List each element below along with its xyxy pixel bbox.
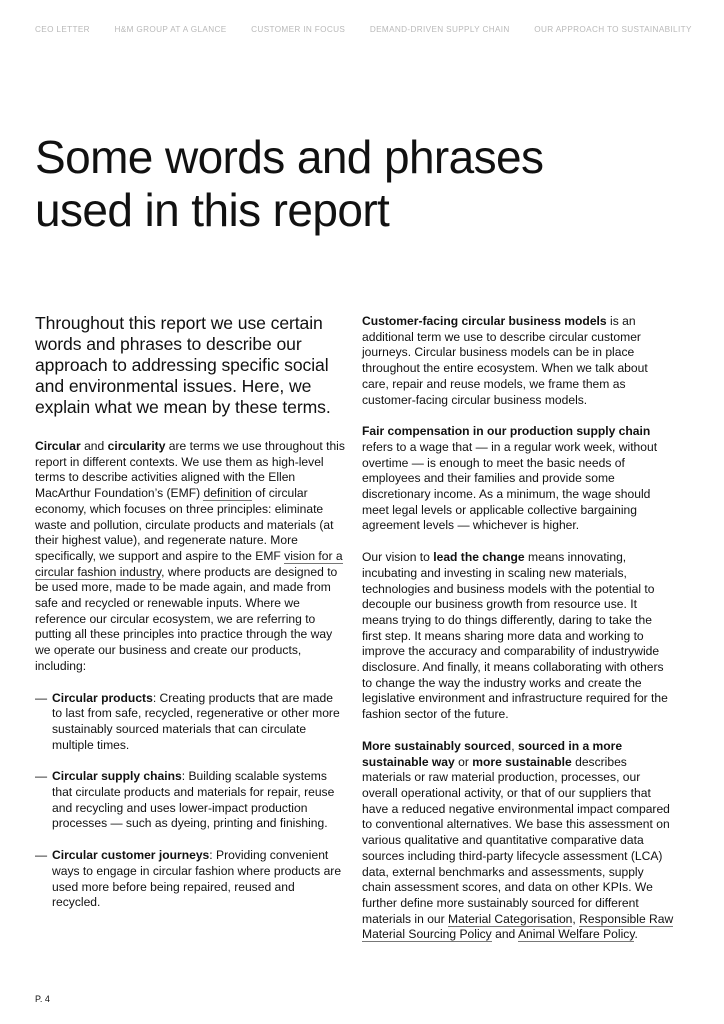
more-sustainably-sourced-definition: [362, 739, 674, 943]
dash-mark: —: [35, 690, 48, 705]
bullet-circular-customer-journeys: [35, 848, 345, 911]
page-title-line-1: Some words and phrases: [35, 131, 544, 183]
fair-text: refers to a wage that — in a regular work week, without overtime — is enough to meet the basic needs of employees and their families and provide some discretionary income. As a minimum, the wage should meet legal levels or applicable collective bargaining agreement levels — whichever is higher.: [362, 439, 658, 533]
term-more-sustainable: more sustainable: [472, 754, 572, 769]
bullet-term: Circular supply chains: [52, 769, 182, 784]
circular-bullets: [35, 691, 345, 911]
sustain-end: .: [634, 927, 638, 942]
bullet-circular-supply-chains: [35, 769, 345, 832]
bullet-text: : Creating products that are made to last from safe, recycled, regenerative or other more sustainably sourced materials that can circulate multiple times.: [52, 690, 340, 752]
raw-material-sourcing-policy-link[interactable]: Responsible Raw Material Sourcing Policy: [362, 911, 674, 942]
sustain-sep-2: or: [454, 754, 473, 769]
customer-facing-models-definition: [362, 314, 674, 408]
circular-text-b: of circular economy, which focuses on three principles: eliminate waste and pollution, circulate products and materials (at their highest value), and regenerate nature. More specifically, we support and aspire to the EMF: [35, 486, 334, 563]
sustain-sep-1: ,: [511, 738, 518, 753]
term-lead-the-change: lead the change: [433, 550, 525, 565]
sustain-text: describes materials or raw material production, processes, our overall operational activity, or that of our suppliers that have a reduced negative environmental impact compared to conventional alternatives. We base this assessment on various qualitative and quantitative comparative data sources including third-party lifecycle assessment (LCA) data, external benchmarks and assessments, supply chain assessment scores, and data on other KPIs. We further define more sustainably sourced for different materials in our: [362, 754, 670, 926]
term-more-sustainably-sourced: More sustainably sourced: [362, 738, 512, 753]
bullet-term: Circular customer journeys: [52, 848, 210, 863]
page-title: [35, 131, 695, 237]
bullet-term: Circular products: [52, 690, 153, 705]
dash-mark: —: [35, 848, 48, 863]
term-fair-compensation: Fair compensation in our production supply chain: [362, 424, 651, 439]
circular-and: and: [80, 439, 108, 453]
circular-text-c: , where products are designed to be used more, made to be made again, and made from safe and recycled or renewable inputs. Where we reference our circular ecosystem, we are referring to putting all these principles into practice through the way we operate our business and create our products, including:: [35, 564, 338, 673]
nav-group-at-a-glance[interactable]: H&M GROUP AT A GLANCE: [114, 25, 227, 34]
nav-customer-in-focus[interactable]: CUSTOMER IN FOCUS: [251, 25, 346, 34]
bullet-text: : Providing convenient ways to engage in circular fashion where products are used more before being repaired, reused and recycled.: [52, 848, 342, 910]
lead-the-change-definition: [362, 550, 674, 723]
lead-change-text: means innovating, incubating and investing in scaling new materials, technologies and business models with the potential to decouple our business growth from resource use. It means trying to do things differently, daring to take the first step. It means sharing more data and working to improve the accuracy and comparability of industrywide disclosure. And finally, it means collaborating with others to change the way the industry works and create the legislative environment and infrastructure required for the fashion sector of the future.: [362, 550, 668, 722]
fair-compensation-definition: [362, 424, 674, 534]
lead-change-prefix: Our vision to: [362, 550, 434, 565]
bullet-circular-products: [35, 691, 345, 754]
material-categorisation-link[interactable]: Material Categorisation: [448, 911, 573, 926]
nav-ceo-letter[interactable]: CEO LETTER: [35, 25, 90, 34]
emf-vision-link[interactable]: vision for a circular fashion industry: [35, 548, 343, 579]
page-number: P. 4: [35, 994, 50, 1004]
term-sourced-more-sustainable-way: sourced in a more sustainable way: [362, 738, 623, 769]
left-column: [35, 313, 345, 927]
sustain-sep-3: ,: [572, 911, 580, 926]
dash-mark: —: [35, 769, 48, 784]
emf-definition-link[interactable]: definition: [203, 486, 252, 501]
intro-lead: Throughout this report we use certain words and phrases to describe our approach to addressing specific social and environmental issues. Here, we explain what we mean by these terms.: [35, 313, 331, 417]
term-circularity: circularity: [107, 439, 166, 453]
top-navigation: [35, 25, 704, 39]
circular-definition: [35, 439, 345, 675]
page-title-line-2: used in this report: [35, 184, 390, 236]
cfcbm-text: is an additional term we use to describe circular customer journeys. Circular business models can be in place throughout the entire ecosystem. When we talk about care, repair and reuse models, we frame them as customer-facing circular business models.: [362, 314, 648, 407]
right-column: [362, 314, 674, 959]
nav-approach-to-sustainability[interactable]: OUR APPROACH TO SUSTAINABILITY: [534, 25, 692, 34]
term-circular: Circular: [35, 439, 81, 453]
sustain-sep-4: and: [491, 927, 518, 942]
circular-text-a: are terms we use throughout this report in different contexts. We use them as high-level terms to describe activities aligned with the Ellen MacArthur Foundation’s (EMF): [35, 439, 345, 501]
nav-demand-driven-supply-chain[interactable]: DEMAND-DRIVEN SUPPLY CHAIN: [369, 25, 510, 34]
bullet-text: : Building scalable systems that circulate products and materials for repair, reuse and recycling and uses lower-impact production processes — such as dyeing, printing and finishing.: [52, 769, 335, 831]
animal-welfare-policy-link[interactable]: Animal Welfare Policy: [517, 927, 635, 942]
term-customer-facing-models: Customer-facing circular business models: [362, 314, 607, 328]
